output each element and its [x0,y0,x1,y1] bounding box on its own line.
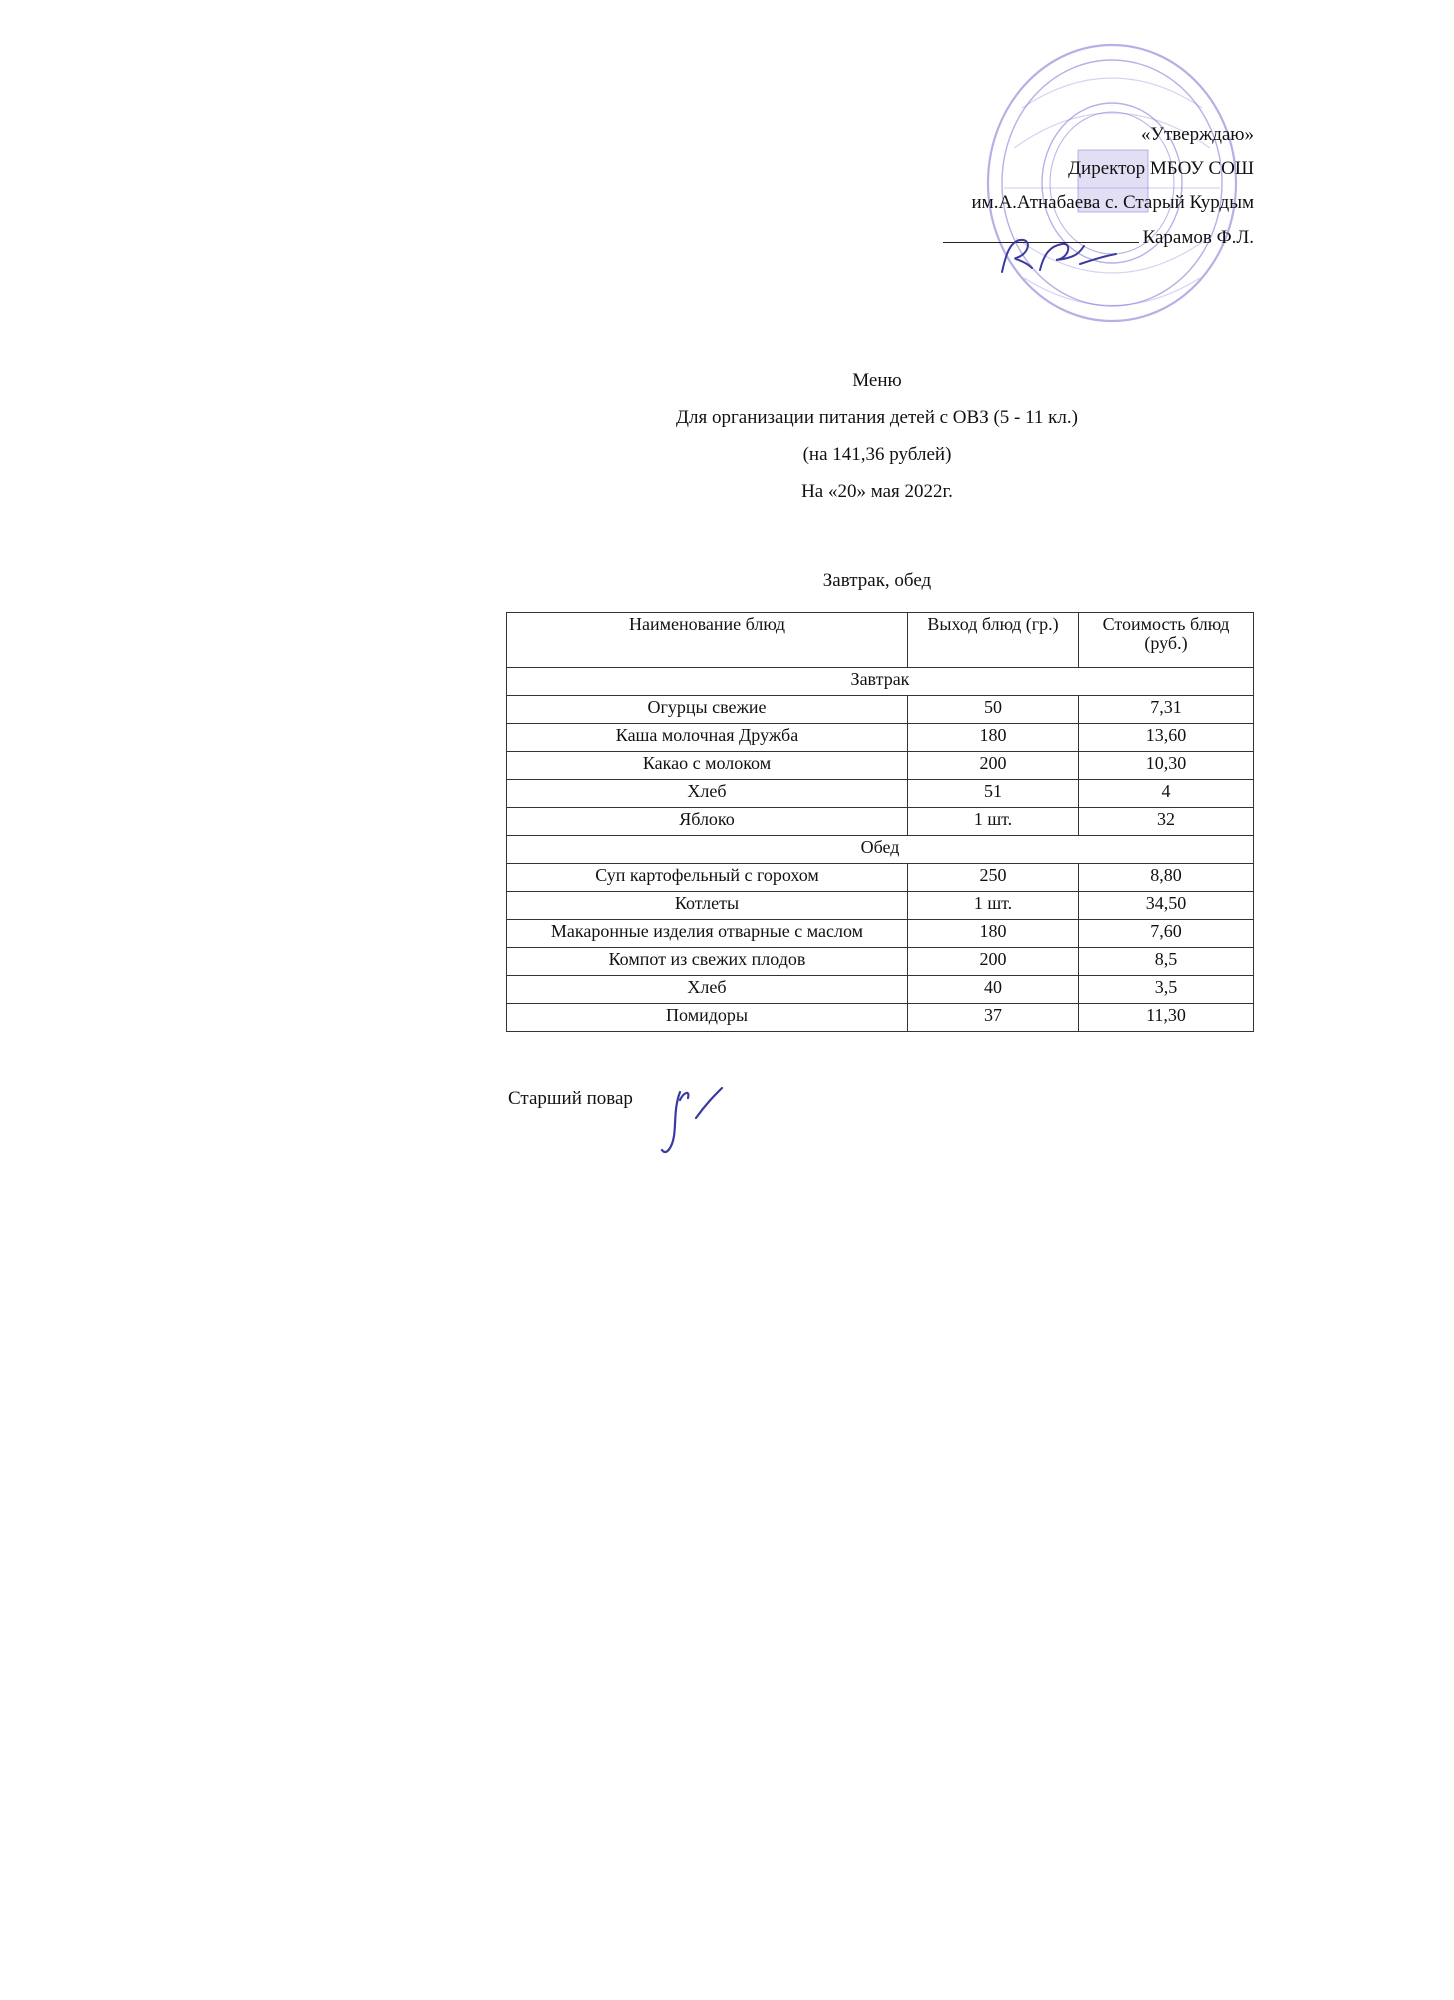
dish-name: Компот из свежих плодов [507,948,908,976]
group-row-lunch [507,836,1254,864]
header-dish-name: Наименование блюд [507,613,908,668]
dish-name: Хлеб [507,780,908,808]
dish-yield: 40 [908,976,1079,1004]
dish-yield: 37 [908,1004,1079,1032]
table-row [507,920,1254,948]
table-row [507,1004,1254,1032]
approval-position: Директор МБОУ СОШ [1068,158,1254,179]
senior-cook-label: Старший повар [508,1088,633,1109]
approval-school: им.А.Атнабаева с. Старый Курдым [971,192,1254,213]
dish-cost: 13,60 [1079,724,1254,752]
group-title: Завтрак [507,668,1254,696]
dish-name: Макаронные изделия отварные с маслом [507,920,908,948]
dish-name: Огурцы свежие [507,696,908,724]
table-row [507,976,1254,1004]
dish-yield: 250 [908,864,1079,892]
menu-subtitle: Для организации питания детей с ОВЗ (5 - 11 кл.) [676,407,1078,428]
dish-name: Какао с молоком [507,752,908,780]
dish-yield: 180 [908,724,1079,752]
group-title: Обед [507,836,1254,864]
dish-cost: 8,80 [1079,864,1254,892]
group-row-breakfast [507,668,1254,696]
menu-date: На «20» мая 2022г. [801,481,953,502]
table-row [507,780,1254,808]
table-row [507,864,1254,892]
dish-name: Яблоко [507,808,908,836]
director-name: Карамов Ф.Л. [1142,227,1254,248]
table-row [507,724,1254,752]
dish-name: Хлеб [507,976,908,1004]
header-yield: Выход блюд (гр.) [908,613,1079,668]
table-header-row [507,613,1254,668]
menu-title: Меню [852,370,902,391]
dish-yield: 180 [908,920,1079,948]
header-cost: Стоимость блюд (руб.) [1079,613,1254,668]
menu-table [506,612,1254,1032]
dish-name: Каша молочная Дружба [507,724,908,752]
table-row [507,808,1254,836]
approval-signatory [694,220,1254,255]
approval-title: «Утверждаю» [1141,124,1254,145]
dish-yield: 50 [908,696,1079,724]
dish-name: Котлеты [507,892,908,920]
approval-block [694,118,1254,255]
dish-cost: 10,30 [1079,752,1254,780]
table-row [507,892,1254,920]
dish-cost: 4 [1079,780,1254,808]
section-caption: Завтрак, обед [822,570,932,591]
dish-cost: 32 [1079,808,1254,836]
menu-price: (на 141,36 рублей) [802,444,952,465]
cook-signature [650,1078,730,1160]
dish-cost: 7,60 [1079,920,1254,948]
table-row [507,752,1254,780]
dish-cost: 3,5 [1079,976,1254,1004]
director-signature [980,224,1120,294]
dish-cost: 11,30 [1079,1004,1254,1032]
dish-yield: 200 [908,752,1079,780]
dish-name: Помидоры [507,1004,908,1032]
dish-yield: 1 шт. [908,808,1079,836]
dish-name: Суп картофельный с горохом [507,864,908,892]
dish-yield: 200 [908,948,1079,976]
table-row [507,948,1254,976]
dish-cost: 7,31 [1079,696,1254,724]
dish-cost: 8,5 [1079,948,1254,976]
dish-yield: 51 [908,780,1079,808]
table-row [507,696,1254,724]
menu-heading [500,362,1254,510]
dish-yield: 1 шт. [908,892,1079,920]
dish-cost: 34,50 [1079,892,1254,920]
